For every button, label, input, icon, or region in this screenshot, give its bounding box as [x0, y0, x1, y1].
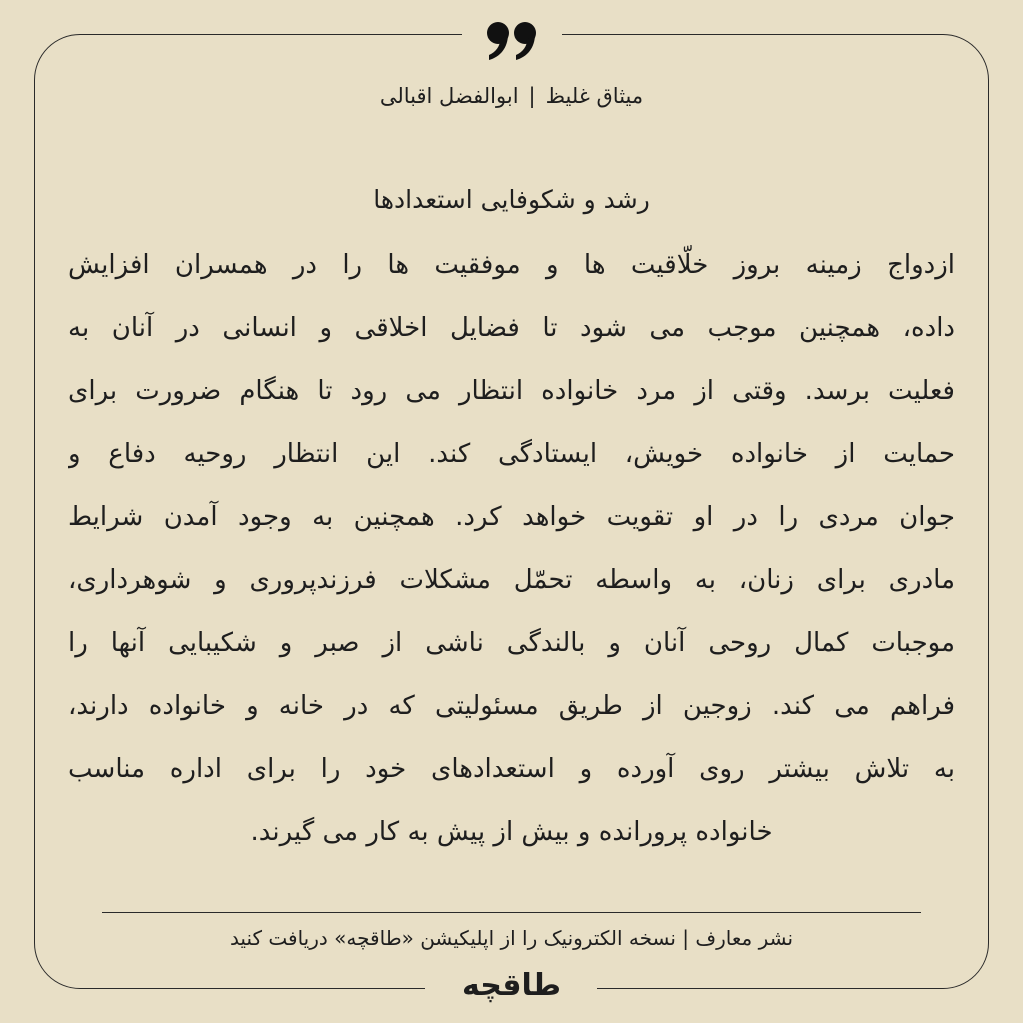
header-separator: | — [528, 84, 536, 108]
body-line: داده، همچنین موجب می شود تا فضایل اخلاقی و انسانی در آنان به — [68, 313, 955, 343]
body-line: فراهم می کند. زوجین از طریق مسئولیتی که در خانه و خانواده دارند، — [68, 691, 955, 721]
book-title: میثاق غلیظ — [545, 84, 644, 108]
taaghche-logo: طاقچه — [462, 968, 561, 1003]
body-line: خانواده پرورانده و بیش از پیش به کار می گیرند. — [250, 817, 773, 847]
body-line: فعلیت برسد. وقتی از مرد خانواده انتظار می رود تا هنگام ضرورت برای — [68, 376, 955, 406]
body-line: ازدواج زمینه بروز خلّاقیت ها و موفقیت ها را در همسران افزایش — [68, 250, 955, 280]
body-line: مادری برای زنان، به واسطه تحمّل مشکلات فرزندپروری و شوهرداری، — [68, 565, 955, 595]
body-line: جوان مردی را در او تقویت خواهد کرد. همچنین به وجود آمدن شرایط — [68, 502, 955, 532]
footer-divider — [102, 912, 921, 913]
body-line: موجبات کمال روحی آنان و بالندگی ناشی از صبر و شکیبایی آنها را — [68, 628, 955, 658]
closing-quote-icon — [486, 20, 538, 62]
section-title: رشد و شکوفایی استعدادها — [373, 185, 650, 214]
body-line: به تلاش بیشتر روی آورده و استعدادهای خود را برای اداره مناسب — [68, 754, 955, 784]
body-line: حمایت از خانواده خویش، ایستادگی کند. این انتظار روحیه دفاع و — [68, 439, 955, 469]
publisher-footer: نشر معارف | نسخه الکترونیک را از اپلیکیشن «طاقچه» دریافت کنید — [229, 926, 794, 950]
book-header — [60, 78, 963, 114]
author-name: ابوالفضل اقبالی — [379, 84, 519, 108]
quote-body — [68, 234, 955, 864]
